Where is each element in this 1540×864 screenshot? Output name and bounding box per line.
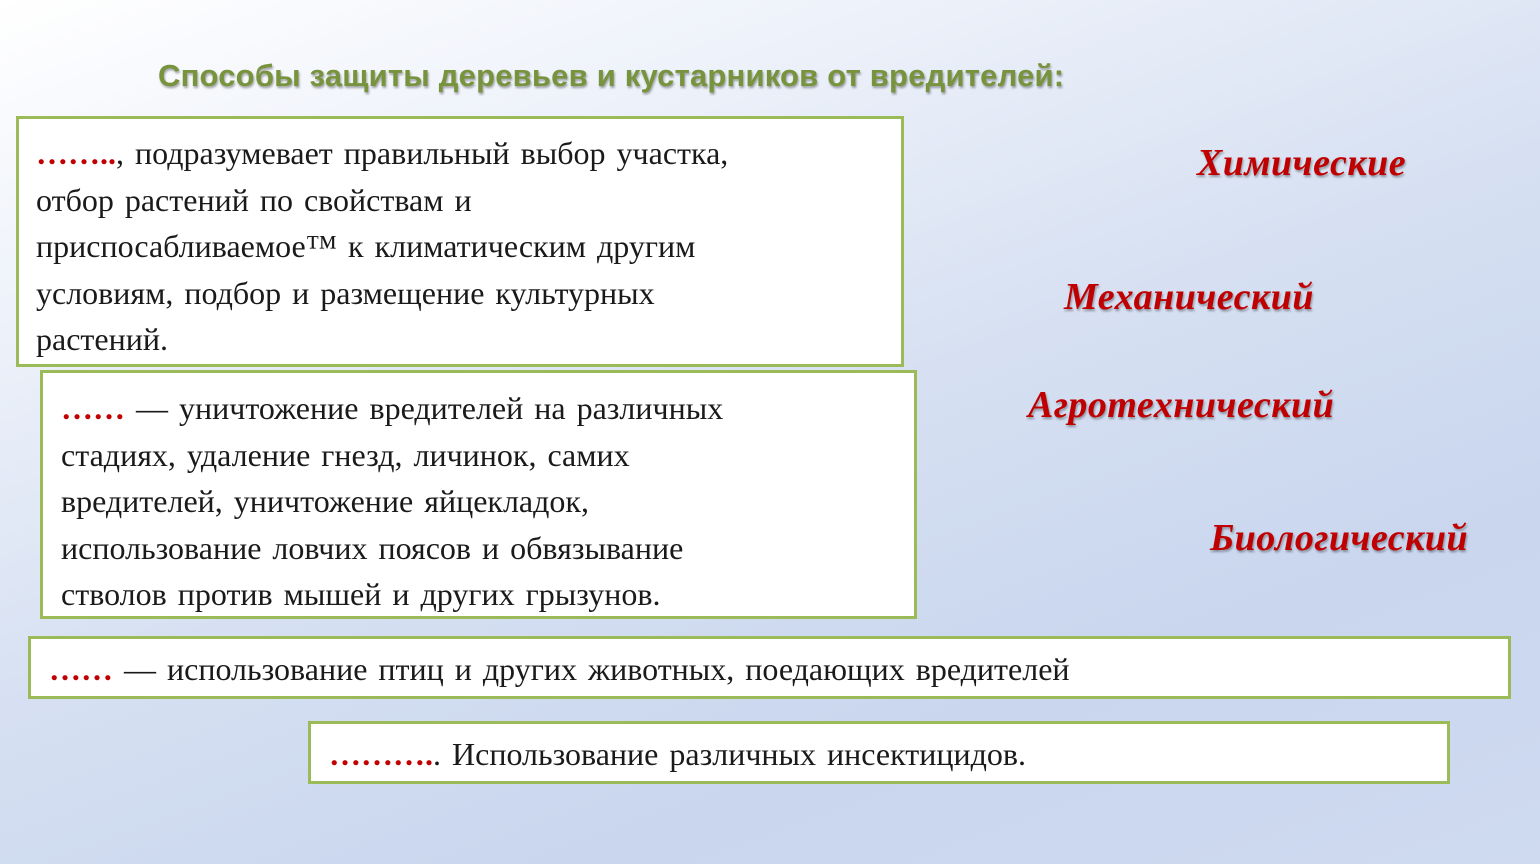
box-line: стволов против мышей и других грызунов. <box>61 576 661 612</box>
box-text: . Использование различных инсектицидов. <box>433 736 1026 772</box>
blank-dots: …….. <box>36 135 116 171</box>
definition-box-mechanical <box>40 370 917 619</box>
box-line: отбор растений по свойствам и <box>36 181 472 218</box>
blank-dots: …… <box>49 651 113 687</box>
box-line: вредителей, уничтожение яйцекладок, <box>61 483 589 519</box>
box-text: — использование птиц и других животных, поедающих вредителей <box>113 651 1070 687</box>
box-text: , подразумевает правильный выбор участка, <box>116 135 729 171</box>
slide-title: Способы защиты деревьев и кустарников от вредителей: <box>158 58 1065 93</box>
box-line: растений. <box>36 321 168 357</box>
method-label-chemical[interactable]: Химические <box>1197 142 1407 184</box>
box-line <box>61 385 898 432</box>
definition-box-agrotechnical <box>16 116 904 367</box>
method-label-mechanical[interactable]: Механический <box>1064 276 1315 318</box>
definition-box-chemical <box>308 721 1450 784</box>
box-line: приспосабливаемое™ к климатическим другим <box>36 228 696 264</box>
box-line: использование ловчих поясов и обвязывание <box>61 529 684 566</box>
box-line <box>49 646 1492 693</box>
box-line <box>329 731 1431 778</box>
box-text: — уничтожение вредителей на различных <box>125 390 724 426</box>
box-line <box>36 130 885 177</box>
method-label-biological[interactable]: Биологический <box>1210 517 1469 559</box>
blank-dots: ………. <box>329 736 433 772</box>
box-line: условиям, подбор и размещение культурных <box>36 274 655 311</box>
blank-dots: …… <box>61 390 125 426</box>
box-line: стадиях, удаление гнезд, личинок, самих <box>61 436 630 473</box>
method-label-agrotechnical[interactable]: Агротехнический <box>1028 384 1335 426</box>
definition-box-biological <box>28 636 1511 699</box>
